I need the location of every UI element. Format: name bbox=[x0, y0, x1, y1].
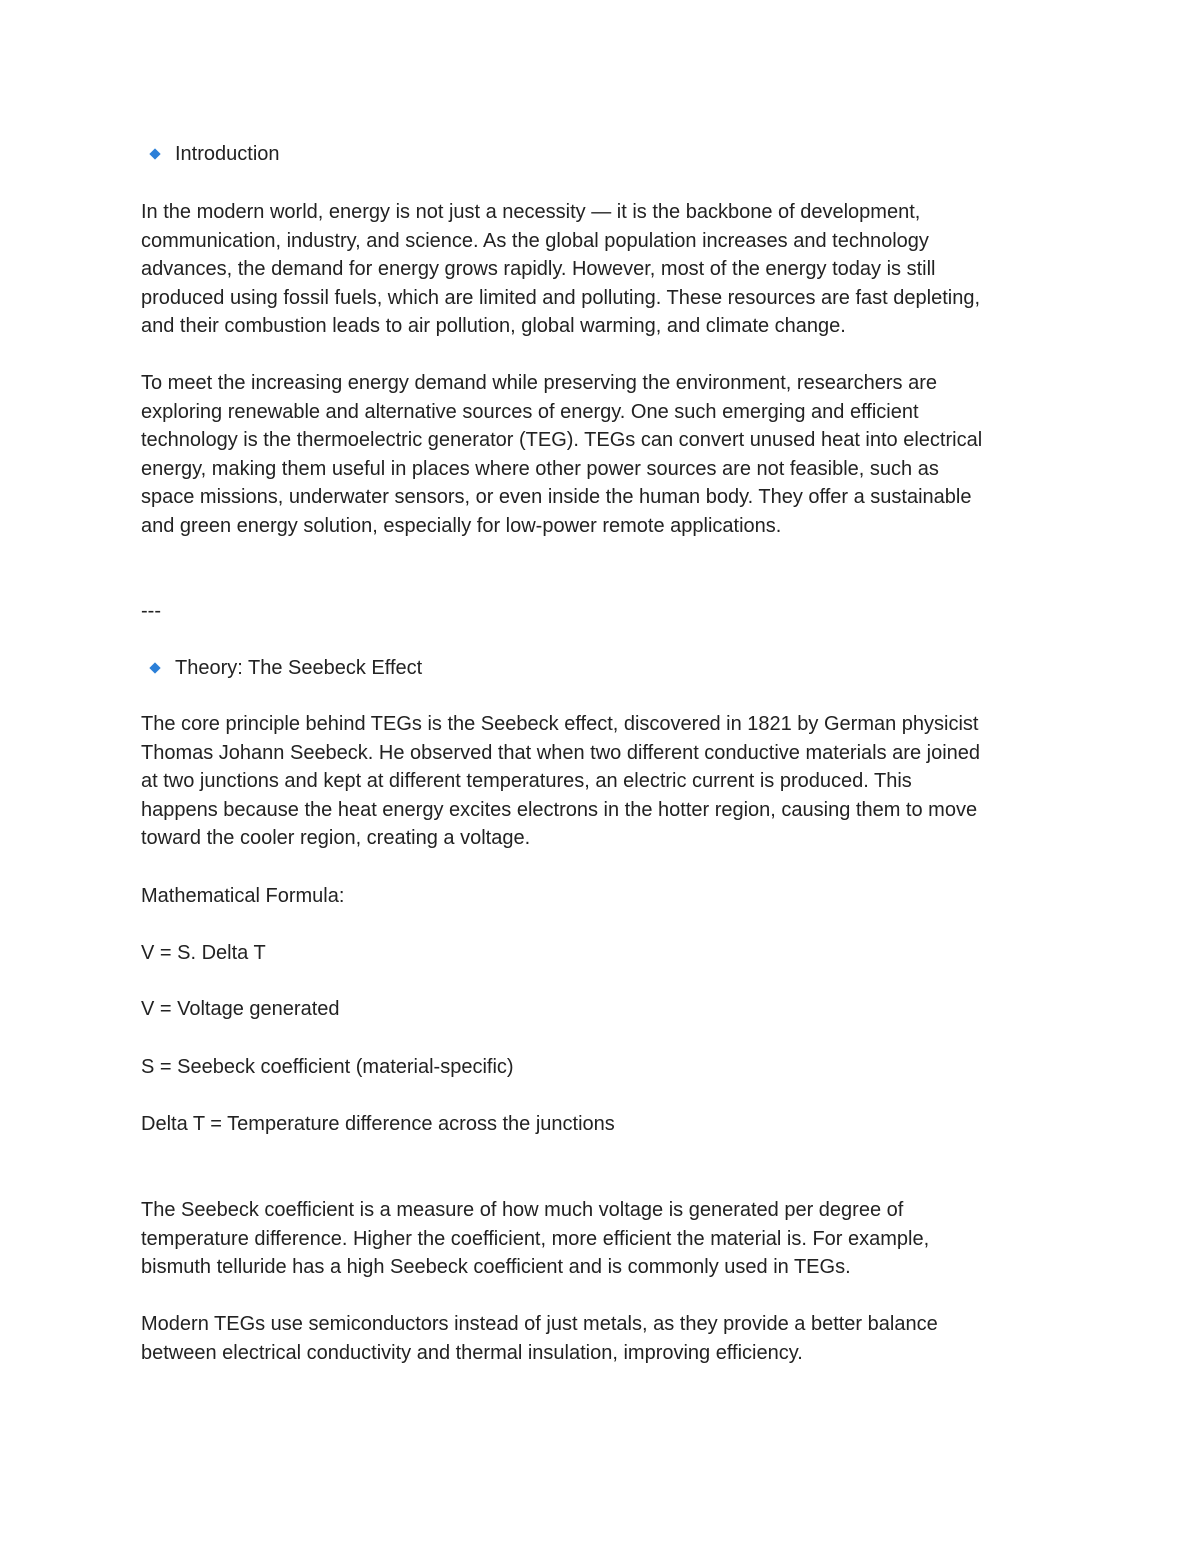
text-line: temperature difference. Higher the coefficient, more efficient the material is. For example, bbox=[141, 1227, 930, 1250]
text-line: and their combustion leads to air pollution, global warming, and climate change. bbox=[141, 315, 846, 338]
text-line: and green energy solution, especially for low-power remote applications. bbox=[141, 514, 782, 537]
text-line: between electrical conductivity and thermal insulation, improving efficiency. bbox=[141, 1341, 803, 1364]
formula-definition: S = Seebeck coefficient (material-specific) bbox=[141, 1056, 514, 1078]
text-line: energy, making them useful in places where other power sources are not feasible, such as bbox=[141, 457, 939, 480]
text-line: space missions, underwater sensors, or even inside the human body. They offer a sustainable bbox=[141, 486, 972, 509]
text-line: In the modern world, energy is not just a necessity — it is the backbone of development, bbox=[141, 201, 921, 223]
formula-equation: V = S. Delta T bbox=[141, 942, 266, 964]
text-line: produced using fossil fuels, which are limited and polluting. These resources are fast depleting, bbox=[141, 286, 980, 309]
diamond-bullet-icon bbox=[149, 148, 160, 159]
text-line: toward the cooler region, creating a voltage. bbox=[141, 827, 531, 850]
text-line: exploring renewable and alternative sources of energy. One such emerging and efficient bbox=[141, 400, 919, 423]
formula-label: Mathematical Formula: bbox=[141, 885, 345, 907]
text-line: communication, industry, and science. As the global population increases and technology bbox=[141, 229, 929, 252]
text-line: The Seebeck coefficient is a measure of how much voltage is generated per degree of bbox=[141, 1199, 904, 1221]
formula-definition: V = Voltage generated bbox=[141, 998, 340, 1020]
heading-text: Theory: The Seebeck Effect bbox=[175, 657, 423, 679]
text-line: Thomas Johann Seebeck. He observed that when two different conductive materials are joined bbox=[141, 741, 981, 764]
text-line: technology is the thermoelectric generator (TEG). TEGs can convert unused heat into electrical bbox=[141, 429, 983, 452]
paragraph bbox=[141, 1310, 938, 1367]
paragraph bbox=[141, 1196, 929, 1282]
paragraph bbox=[141, 369, 982, 541]
heading-text: Introduction bbox=[175, 143, 280, 165]
paragraph bbox=[141, 198, 980, 341]
formula-definition: Delta T = Temperature difference across the junctions bbox=[141, 1113, 615, 1135]
paragraph bbox=[141, 710, 980, 853]
section-heading-introduction bbox=[149, 140, 280, 168]
text-line: happens because the heat energy excites electrons in the hotter region, causing them to move bbox=[141, 798, 978, 821]
text-line: To meet the increasing energy demand while preserving the environment, researchers are bbox=[141, 372, 937, 394]
diamond-bullet-icon bbox=[149, 662, 160, 673]
separator: --- bbox=[141, 600, 161, 622]
text-line: The core principle behind TEGs is the Seebeck effect, discovered in 1821 by German physicist bbox=[141, 713, 979, 735]
text-line: at two junctions and kept at different temperatures, an electric current is produced. This bbox=[141, 770, 912, 793]
section-heading-theory bbox=[149, 654, 422, 682]
text-line: bismuth telluride has a high Seebeck coefficient and is commonly used in TEGs. bbox=[141, 1256, 851, 1279]
text-line: advances, the demand for energy grows rapidly. However, most of the energy today is still bbox=[141, 258, 936, 281]
text-line: Modern TEGs use semiconductors instead of just metals, as they provide a better balance bbox=[141, 1313, 938, 1335]
